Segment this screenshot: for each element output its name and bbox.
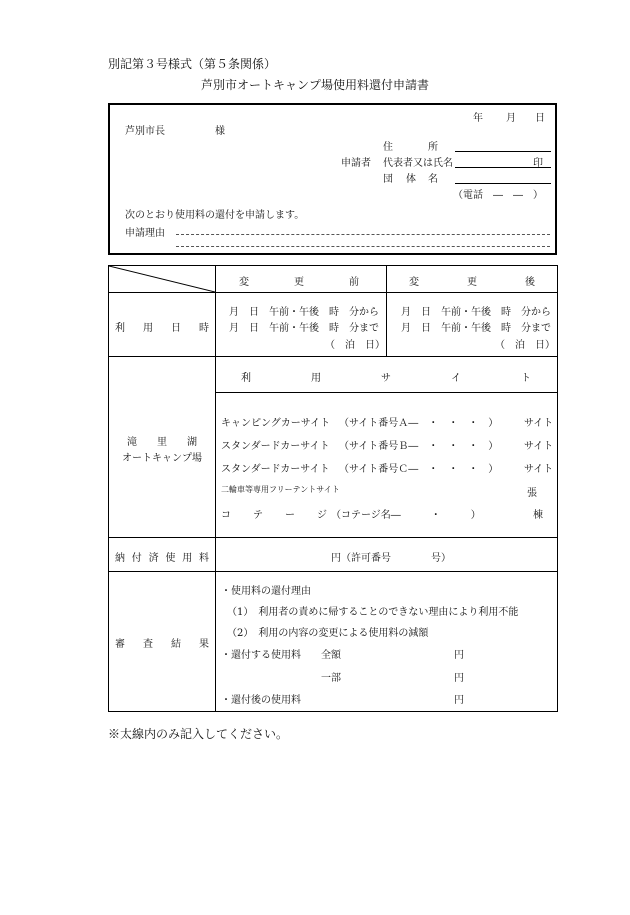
- site-unit: サイト: [524, 441, 554, 452]
- seal-mark: 印: [533, 158, 543, 169]
- honorific: 様: [215, 126, 225, 137]
- site-name: キャンピングカーサイト: [221, 418, 331, 429]
- yen-unit: 円: [454, 695, 464, 706]
- addressee: 芦別市長: [125, 126, 165, 137]
- group-char-3: 名: [428, 174, 438, 185]
- phone-label: （電話 ― ― ）: [453, 190, 543, 201]
- month-label: 月: [506, 113, 516, 124]
- before-stay[interactable]: （ 泊 日）: [325, 340, 385, 351]
- site-name: スタンダードカーサイト: [221, 464, 330, 475]
- cottage-number[interactable]: （コテージ名― ・ ）: [331, 510, 481, 521]
- paid-fee-label: 納 付 済 使 用 料: [115, 553, 209, 564]
- after-stay[interactable]: （ 泊 日）: [495, 340, 555, 351]
- group-char-1: 団: [383, 174, 393, 185]
- facility-name-1: 滝 里 湖: [127, 437, 197, 448]
- yen-unit: 円: [454, 673, 464, 684]
- applicant-label: 申請者: [341, 158, 371, 169]
- address-char-1: 住: [383, 142, 393, 153]
- address-char-2: 所: [428, 142, 438, 153]
- before-header: 変 更 前: [239, 277, 359, 288]
- after-end-time[interactable]: 月 日 午前・午後 時 分まで: [401, 323, 551, 334]
- refund-reason-1: （1） 利用者の責めに帰することのできない理由により利用不能: [227, 607, 519, 618]
- after-header: 変 更 後: [409, 277, 535, 288]
- fee-after-refund-label: ・還付後の使用料: [221, 695, 301, 706]
- name-field[interactable]: [455, 167, 551, 168]
- statement: 次のとおり使用料の還付を申請します。: [125, 210, 305, 221]
- review-result-label: 審 査 結 果: [115, 639, 209, 650]
- reason-label: 申請理由: [125, 228, 165, 239]
- reason-line-1[interactable]: [176, 234, 550, 235]
- refund-amount-label: ・還付する使用料: [221, 650, 301, 661]
- refund-reason-2: （2） 利用の内容の変更による使用料の減額: [227, 628, 429, 639]
- reason-line-2[interactable]: [176, 246, 550, 247]
- year-label: 年: [473, 113, 483, 124]
- site-unit: サイト: [524, 418, 554, 429]
- refund-reason-heading: ・使用料の還付理由: [221, 586, 311, 597]
- site-header: 利 用 サ イ ト: [241, 373, 531, 384]
- site-name: スタンダードカーサイト: [221, 441, 330, 452]
- group-char-2: 体: [406, 174, 416, 185]
- refund-full: 全額: [321, 650, 341, 661]
- before-start-time[interactable]: 月 日 午前・午後 時 分から: [229, 307, 379, 318]
- cottage-unit: 棟: [533, 510, 543, 521]
- representative-label: 代表者又は氏名: [383, 158, 453, 169]
- facility-name-2: オートキャンプ場: [122, 453, 202, 464]
- refund-partial: 一部: [321, 673, 341, 684]
- usage-datetime-label: 利 用 日 時: [115, 323, 209, 334]
- application-box: [108, 103, 557, 255]
- before-end-time[interactable]: 月 日 午前・午後 時 分まで: [229, 323, 379, 334]
- address-field[interactable]: [455, 151, 551, 152]
- site-unit: サイト: [524, 464, 554, 475]
- change-table: [108, 265, 558, 712]
- yen-unit: 円: [454, 650, 464, 661]
- header-diagonal: [109, 266, 215, 292]
- paid-fee-value[interactable]: 円（許可番号 号）: [331, 553, 451, 564]
- footer-note: ※太線内のみ記入してください。: [108, 727, 289, 741]
- cottage-label: コ テ ー ジ: [221, 510, 327, 521]
- site-number[interactable]: （サイト番号Ａ― ・ ・ ・ ）: [339, 418, 499, 429]
- page-title: 芦別市オートキャンプ場使用料還付申請書: [200, 78, 429, 92]
- site-number[interactable]: （サイト番号Ｂ― ・ ・ ・ ）: [339, 441, 499, 452]
- after-start-time[interactable]: 月 日 午前・午後 時 分から: [401, 307, 551, 318]
- site-name: 二輪車等専用フリーテントサイト: [221, 485, 340, 494]
- day-label: 日: [535, 113, 545, 124]
- site-number[interactable]: （サイト番号Ｃ― ・ ・ ・ ）: [339, 464, 499, 475]
- form-reference: 別記第３号様式（第５条関係）: [108, 57, 277, 71]
- site-unit: 張: [527, 488, 537, 499]
- group-field[interactable]: [455, 183, 551, 184]
